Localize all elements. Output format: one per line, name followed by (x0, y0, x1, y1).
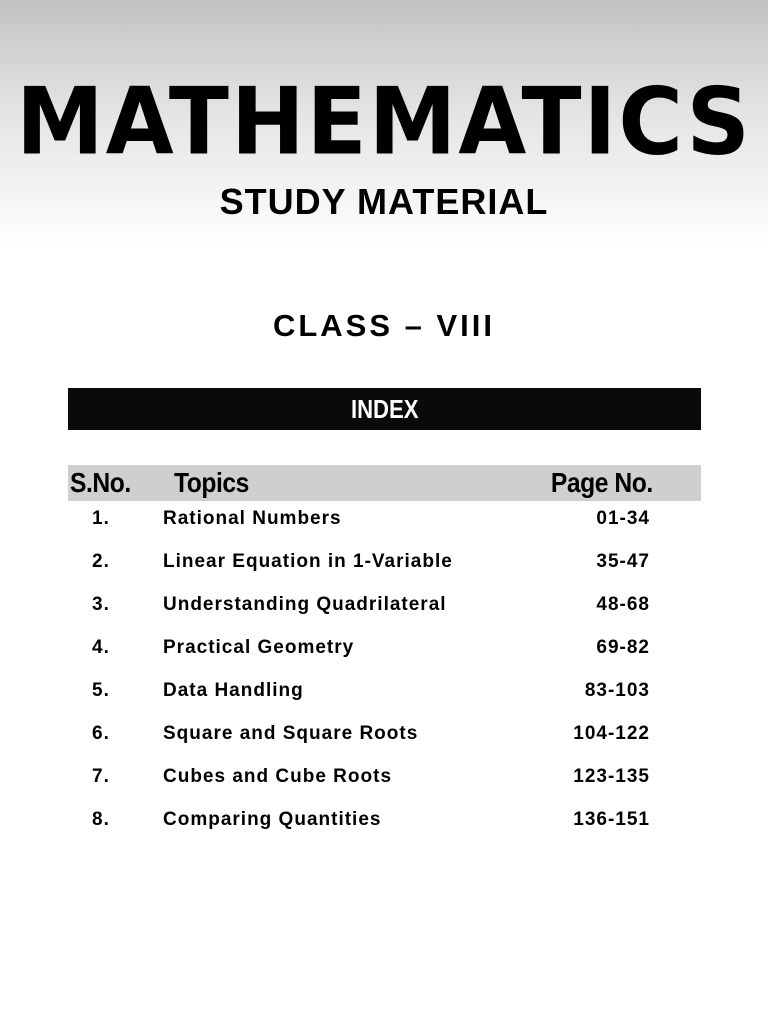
row-topic: Comparing Quantities (163, 809, 382, 830)
main-title: MATHEMATICS (16, 67, 752, 176)
row-sno: 8. (92, 809, 110, 830)
index-table-header (68, 465, 701, 501)
row-sno: 5. (92, 680, 110, 701)
column-header-page: Page No. (551, 467, 653, 498)
class-label: CLASS – VIII (272, 308, 496, 343)
row-sno: 4. (92, 637, 110, 658)
row-pages: 123-135 (573, 766, 650, 787)
row-pages: 35-47 (596, 551, 650, 572)
row-sno: 3. (92, 594, 110, 615)
column-header-topics: Topics (174, 467, 249, 498)
table-row (0, 761, 768, 804)
row-sno: 7. (92, 766, 110, 787)
row-pages: 83-103 (584, 680, 650, 701)
row-pages: 69-82 (596, 637, 650, 658)
row-topic: Cubes and Cube Roots (163, 766, 393, 787)
row-sno: 6. (92, 723, 110, 744)
index-heading: INDEX (350, 394, 419, 424)
table-row (0, 503, 768, 546)
row-topic: Understanding Quadrilateral (163, 594, 447, 615)
row-sno: 2. (92, 551, 110, 572)
subtitle: STUDY MATERIAL (219, 181, 549, 222)
row-topic: Rational Numbers (163, 508, 342, 529)
row-pages: 01-34 (596, 508, 650, 529)
table-row (0, 718, 768, 761)
table-row (0, 589, 768, 632)
row-topic: Square and Square Roots (163, 723, 419, 744)
row-sno: 1. (92, 508, 110, 529)
table-row (0, 546, 768, 589)
row-topic: Practical Geometry (163, 637, 355, 658)
row-topic: Data Handling (163, 680, 304, 701)
row-topic: Linear Equation in 1-Variable (163, 551, 453, 572)
row-pages: 48-68 (596, 594, 650, 615)
index-table-body (0, 503, 768, 847)
table-row (0, 675, 768, 718)
table-row (0, 804, 768, 847)
column-header-sno: S.No. (70, 467, 131, 498)
row-pages: 104-122 (573, 723, 650, 744)
index-heading-bar (68, 388, 701, 430)
row-pages: 136-151 (573, 809, 650, 830)
table-row (0, 632, 768, 675)
